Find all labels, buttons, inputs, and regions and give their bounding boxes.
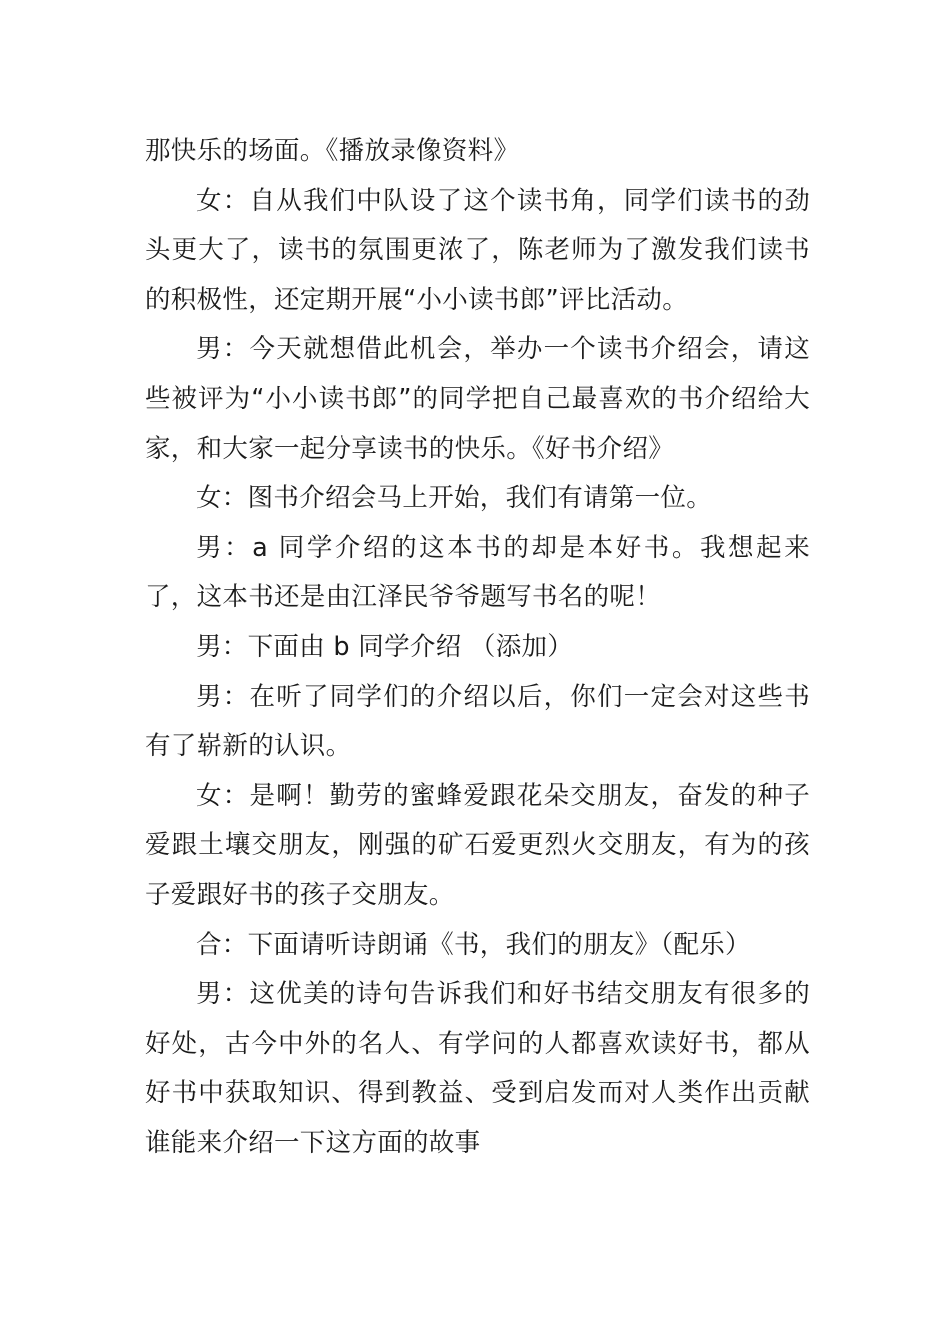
paragraph-9: 合：下面请听诗朗诵《书，我们的朋友》（配乐） (196, 929, 751, 960)
paragraph-4: 女：图书介绍会马上开始，我们有请第一位。 (196, 483, 713, 514)
paragraph-3: 男：今天就想借此机会，举办一个读书介绍会，请这些被评为“小小读书郎”的同学把自己最喜欢的书介绍给大家，和大家一起分享读书的快乐。《好书介绍》 (145, 334, 810, 464)
document-body (145, 127, 810, 1168)
paragraph-8: 女：是啊！勤劳的蜜蜂爱跟花朵交朋友，奋发的种子爱跟土壤交朋友，刚强的矿石爱更烈火交朋友，有为的孩子爱跟好书的孩子交朋友。 (145, 780, 810, 910)
paragraph-1: 那快乐的场面。《播放录像资料》 (145, 136, 520, 166)
paragraph-10: 男：这优美的诗句告诉我们和好书结交朋友有很多的好处，古今中外的名人、有学问的人都喜欢读好书，都从好书中获取知识、得到教益、受到启发而对人类作出贡献谁能来介绍一下这方面的故事 (145, 979, 810, 1158)
paragraph-7: 男：在听了同学们的介绍以后，你们一定会对这些书有了崭新的认识。 (145, 681, 810, 762)
paragraph-5: 男：a 同学介绍的这本书的却是本好书。我想起来了，这本书还是由江泽民爷爷题写书名的呢！ (145, 532, 810, 613)
paragraph-6: 男：下面由 b 同学介绍 （添加） (196, 631, 574, 662)
paragraph-2: 女：自从我们中队设了这个读书角，同学们读书的劲头更大了，读书的氛围更浓了，陈老师为了激发我们读书的积极性，还定期开展“小小读书郎”评比活动。 (145, 185, 810, 315)
